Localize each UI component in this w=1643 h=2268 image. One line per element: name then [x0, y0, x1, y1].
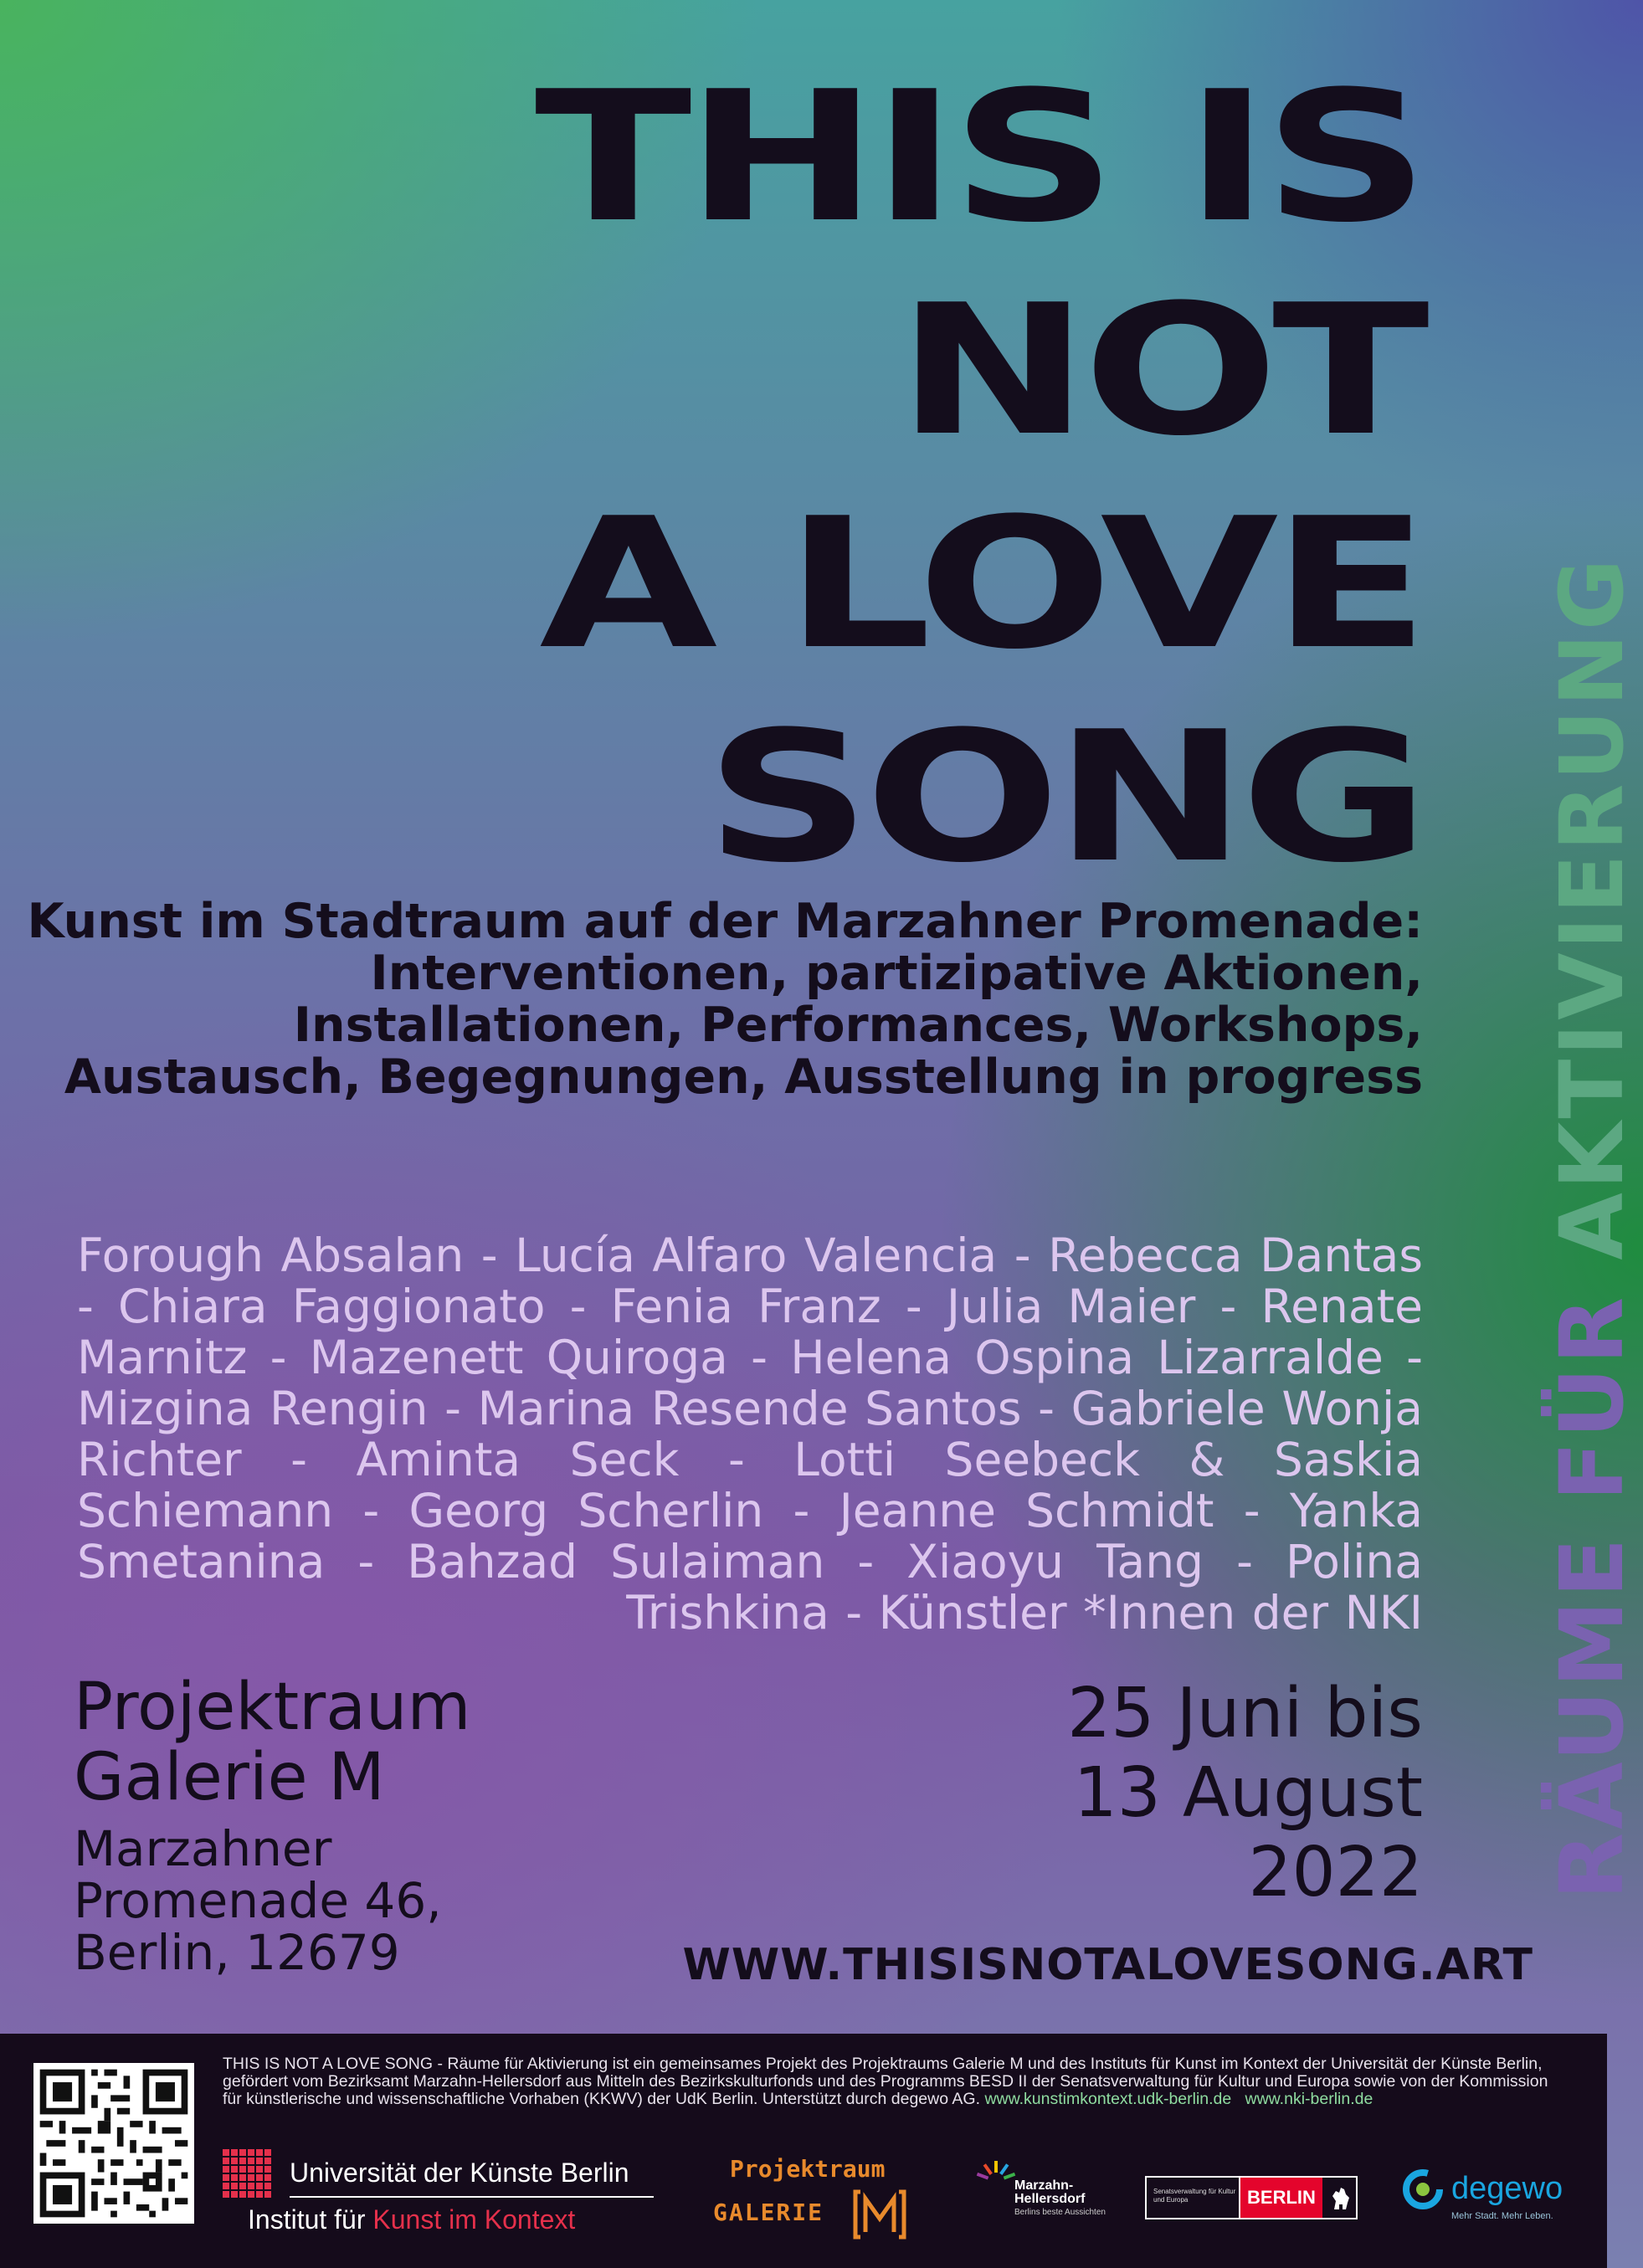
venue-name-line-1: Projektraum: [74, 1670, 471, 1745]
berlin-bear-icon: [1329, 2184, 1353, 2211]
title-line-3: A LOVE: [539, 479, 1423, 689]
projektraum-logo-line-1: Projektraum: [730, 2155, 886, 2183]
galerie-m-icon: [854, 2188, 906, 2240]
dates-line-3: 2022: [1248, 1833, 1423, 1912]
title-line-1: THIS IS: [534, 52, 1423, 262]
qr-code[interactable]: [33, 2063, 194, 2224]
marzahn-name: Marzahn- Hellersdorf: [1014, 2178, 1086, 2206]
vertical-subtitle-part-2: AKTIVIERUNG: [1541, 555, 1643, 1260]
berlin-senate-text: Senatsverwaltung für Kultur und Europa: [1153, 2188, 1236, 2204]
marzahn-slogan: Berlins beste Aussichten: [1014, 2208, 1106, 2217]
venue-block: [74, 1670, 743, 1981]
degewo-logo: [1401, 2168, 1577, 2235]
berlin-wordmark: BERLIN: [1240, 2178, 1322, 2218]
poster-title: [534, 52, 1423, 921]
website-link[interactable]: WWW.THISISNOTALOVESONG.ART: [682, 1940, 1533, 1990]
event-description: Kunst im Stadtraum auf der Marzahner Promenade: Interventionen, partizipative Aktionen, Installationen, Performances, Workshops, Austausch, Begegnungen, Ausstellung in progress: [27, 894, 1423, 1105]
projektraum-logo: [713, 2155, 914, 2239]
udk-institute-prefix: Institut für: [248, 2204, 366, 2235]
artist-list: Forough Absalan - Lucía Alfaro Valencia - Rebecca Dantas - Chiara Faggionato - Fenia Franz - Julia Maier - Renate Marnitz - Mazenett Quiroga - Helena Ospina Lizarralde - Mizgina Rengin - Marina Resende Santos - Gabriele Wonja Richter - Aminta Seck - Lotti Seebeck & Saskia Schiemann - Georg Scherlin - Jeanne Schmidt - Yanka Smetanina - Bahzad Sulaiman - Xiaoyu Tang - Polina Trishkina - Künstler *Innen der NKI: [77, 1229, 1423, 1639]
udk-divider: [290, 2196, 654, 2198]
projektraum-logo-line-2: GALERIE: [713, 2199, 824, 2226]
footer-credits: [223, 2055, 1570, 2108]
degewo-slogan: Mehr Stadt. Mehr Leben.: [1451, 2211, 1553, 2221]
udk-link[interactable]: www.kunstimkontext.udk-berlin.de: [984, 2090, 1232, 2108]
udk-institute: [248, 2204, 575, 2235]
title-line-4: SONG: [705, 692, 1423, 902]
marzahn-rays-icon: [978, 2158, 1014, 2199]
vertical-subtitle-part-1: RÄUME FÜR: [1541, 1293, 1643, 1900]
udk-grid-icon: [223, 2149, 273, 2199]
venue-address-line-2: Promenade 46,: [74, 1872, 442, 1929]
berlin-senate-logo: [1145, 2176, 1358, 2219]
qr-code-icon: [33, 2063, 194, 2224]
dates-line-2: 13 August: [1073, 1753, 1423, 1833]
dates-line-1: 25 Juni bis: [1067, 1674, 1423, 1753]
venue-name-line-2: Galerie M: [74, 1740, 385, 1815]
vertical-subtitle: [1541, 555, 1643, 1900]
udk-institute-name: Kunst im Kontext: [372, 2204, 576, 2235]
udk-logo: [223, 2149, 658, 2241]
venue-address-line-1: Marzahner: [74, 1820, 332, 1877]
degewo-name: degewo: [1451, 2171, 1563, 2206]
title-line-2: NOT: [896, 265, 1423, 475]
credits-text: THIS IS NOT A LOVE SONG - Räume für Aktivierung ist ein gemeinsames Projekt des Projektraums Galerie M und des Instituts für Kunst im Kontext der Universität der Künste Berlin, gefördert vom Bezirksamt Marzahn-Hellersdorf aus Mitteln des Bezirkskulturfonds und des Programms BESD II der Senatsverwaltung für Kultur und Europa sowie von der Kommission für künstlerische und wissenschaftliche Vorhaben (KKWV) der UdK Berlin. Unterstützt durch degewo AG.: [223, 2055, 1548, 2108]
nki-link[interactable]: www.nki-berlin.de: [1245, 2090, 1373, 2108]
marzahn-hellersdorf-logo: [978, 2158, 1120, 2233]
udk-name: Universität der Künste Berlin: [290, 2158, 629, 2188]
venue-address-line-3: Berlin, 12679: [74, 1924, 400, 1981]
degewo-circle-icon: [1401, 2168, 1445, 2211]
footer: [0, 2034, 1607, 2268]
event-dates: [1067, 1674, 1423, 1912]
